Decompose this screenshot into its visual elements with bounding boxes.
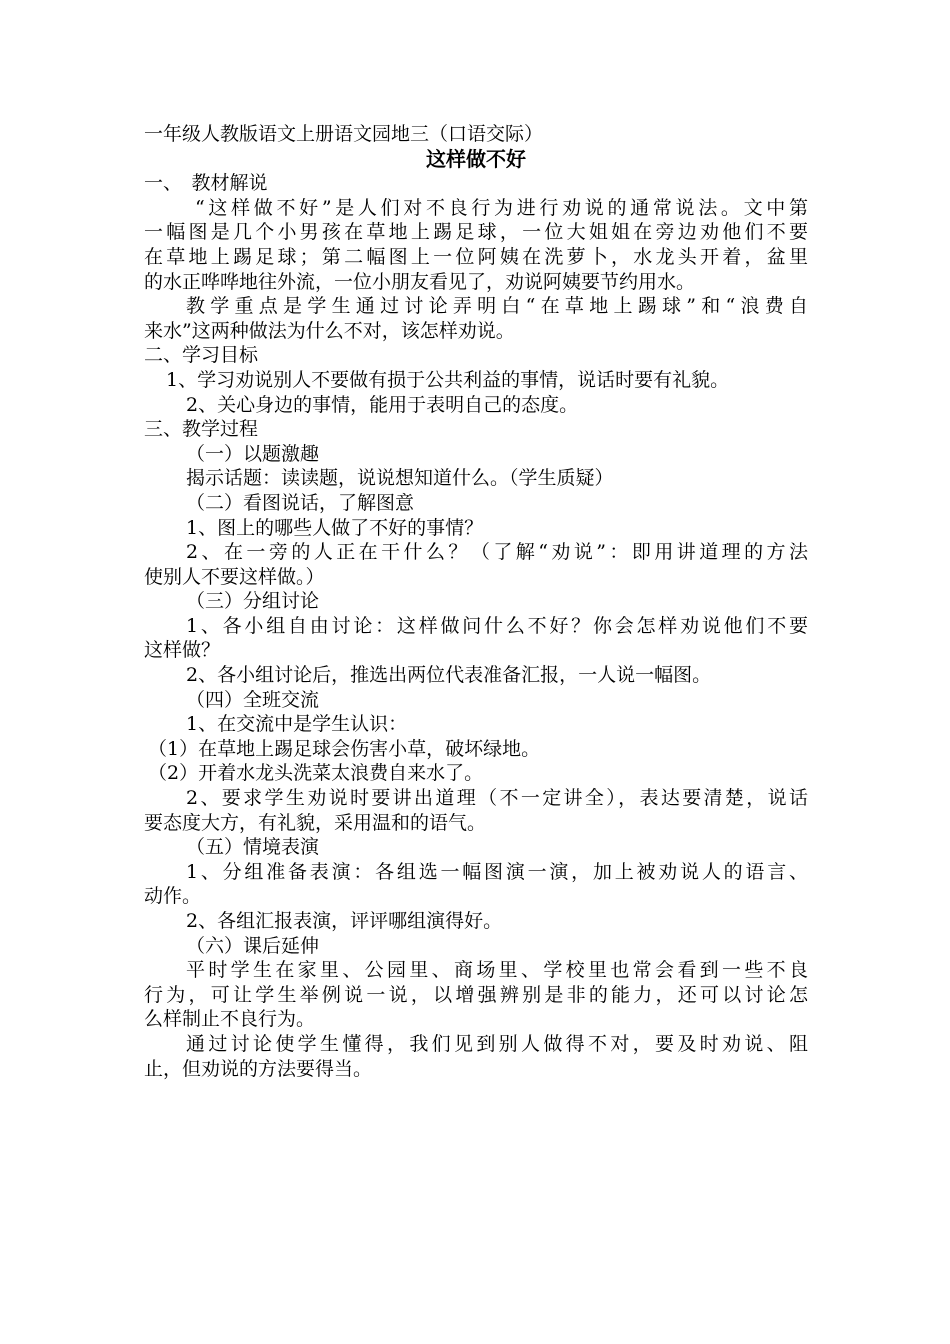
paragraph-line: 教学重点是学生通过讨论弄明白“在草地上踢球”和“浪费自 xyxy=(186,295,808,318)
list-item: 2、各小组讨论后，推选出两位代表准备汇报，一人说一幅图。 xyxy=(186,664,712,687)
subsection-heading: （六）课后延伸 xyxy=(186,934,320,957)
paragraph-line: 要态度大方，有礼貌，采用温和的语气。 xyxy=(144,811,487,834)
list-item: 2、各组汇报表演，评评哪组演得好。 xyxy=(186,910,503,932)
paragraph-line: 动作。 xyxy=(144,885,202,908)
paragraph-line: 来水”这两种做法为什么不对，该怎样劝说。 xyxy=(144,319,515,342)
section-heading: 三、教学过程 xyxy=(144,418,259,441)
paragraph-line: 止，但劝说的方法要得当。 xyxy=(144,1057,373,1080)
list-item: 1、各小组自由讨论：这样做问什么不好？你会怎样劝说他们不要 xyxy=(186,614,808,637)
document-header: 一年级人教版语文上册语文园地三（口语交际） xyxy=(144,123,544,145)
paragraph-line: 的水正哗哗地往外流，一位小朋友看见了，劝说阿姨要节约用水。 xyxy=(144,270,696,293)
paragraph-line: 这样做？ xyxy=(144,639,221,662)
list-item: 1、分组准备表演：各组选一幅图演一演，加上被劝说人的语言、 xyxy=(186,860,808,883)
list-item: 1、图上的哪些人做了不好的事情？ xyxy=(186,516,484,539)
subsection-heading: （四）全班交流 xyxy=(186,688,320,711)
paragraph-line: 通过讨论使学生懂得，我们见到别人做得不对，要及时劝说、阻 xyxy=(186,1032,808,1055)
paragraph-line: “这样做不好”是人们对不良行为进行劝说的通常说法。文中第 xyxy=(195,196,808,219)
subsection-heading: （一）以题激趣 xyxy=(186,442,320,465)
list-item: （1）在草地上踢足球会伤害小草，破坏绿地。 xyxy=(148,737,541,760)
paragraph-line: 行为，可让学生举例说一说，以增强辨别是非的能力，还可以讨论怎 xyxy=(144,983,808,1006)
document-body xyxy=(144,122,808,1081)
list-item: （2）开着水龙头洗菜太浪费自来水了。 xyxy=(148,762,484,785)
list-item: 2、关心身边的事情，能用于表明自己的态度。 xyxy=(186,393,579,416)
document-title: 这样做不好 xyxy=(426,146,526,171)
paragraph-line: 平时学生在家里、公园里、商场里、学校里也常会看到一些不良 xyxy=(186,959,808,982)
subsection-heading: （二）看图说话，了解图意 xyxy=(186,491,415,514)
list-item: 1、学习劝说别人不要做有损于公共利益的事情，说话时要有礼貌。 xyxy=(166,368,730,391)
section-heading: 一、 教材解说 xyxy=(144,172,268,195)
paragraph-line: 揭示话题：读读题，说说想知道什么。（学生质疑） xyxy=(186,467,614,490)
paragraph-line: 在草地上踢足球；第二幅图上一位阿姨在洗萝卜，水龙头开着，盆里 xyxy=(144,245,808,268)
list-item: 1、在交流中是学生认识： xyxy=(186,713,408,736)
paragraph-line: 一幅图是几个小男孩在草地上踢足球，一位大姐姐在旁边劝他们不要 xyxy=(144,221,808,244)
section-heading: 二、学习目标 xyxy=(144,344,259,367)
subsection-heading: （三）分组讨论 xyxy=(186,590,320,613)
list-item: 2、在一旁的人正在干什么？（了解“劝说”：即用讲道理的方法 xyxy=(186,541,808,564)
paragraph-line: 使别人不要这样做。） xyxy=(144,565,325,588)
list-item: 2、要求学生劝说时要讲出道理（不一定讲全），表达要清楚，说话 xyxy=(186,787,808,810)
paragraph-line: 么样制止不良行为。 xyxy=(144,1008,316,1031)
subsection-heading: （五）情境表演 xyxy=(186,836,320,859)
